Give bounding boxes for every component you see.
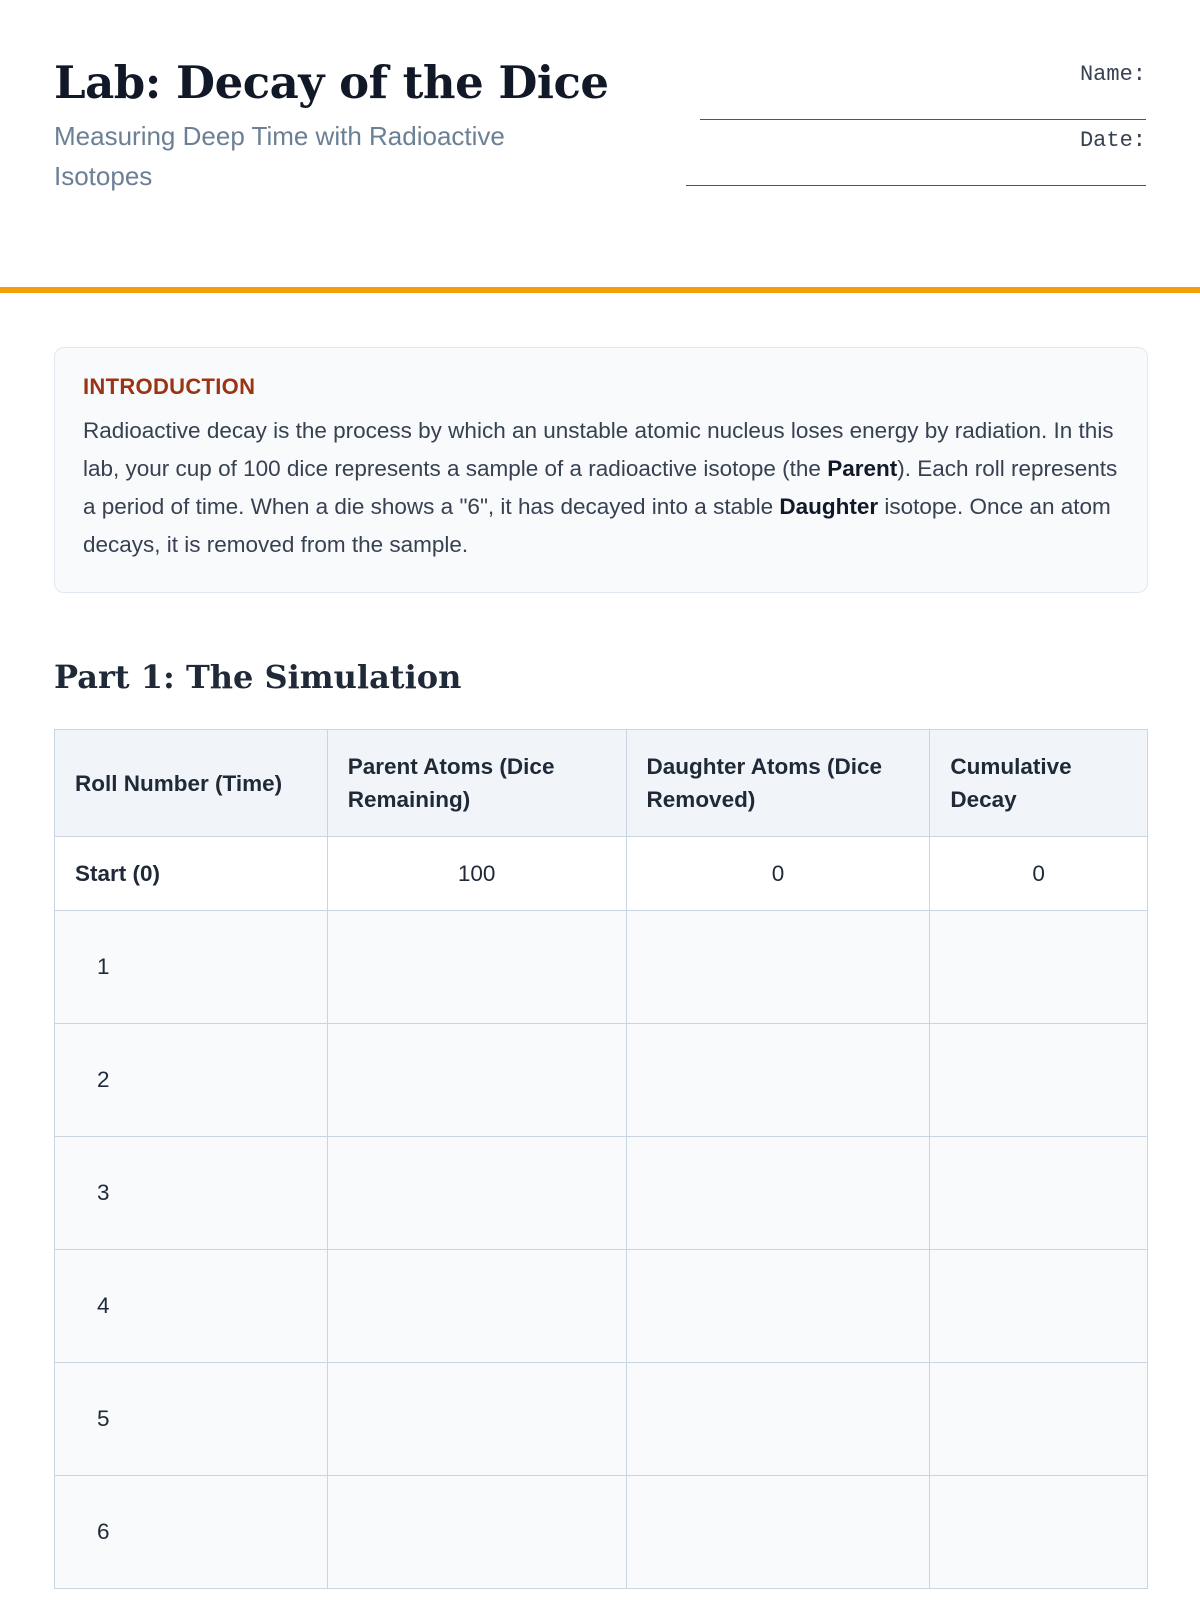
simulation-table (54, 729, 1148, 1589)
roll-number-cell: 2 (55, 1024, 328, 1137)
parent-term: Parent (827, 456, 898, 481)
worksheet-header (54, 0, 1146, 290)
roll-number-cell: Start (0) (55, 837, 328, 911)
table-header-row (55, 730, 1148, 837)
daughter-atoms-cell[interactable] (626, 911, 930, 1024)
column-header-daughter-atoms: Daughter Atoms (Dice Removed) (626, 730, 930, 837)
parent-atoms-cell[interactable] (327, 911, 626, 1024)
daughter-atoms-cell: 0 (626, 837, 930, 911)
cumulative-decay-cell[interactable] (930, 1250, 1148, 1363)
daughter-atoms-cell[interactable] (626, 1024, 930, 1137)
table-row (55, 1476, 1148, 1589)
table-row (55, 1250, 1148, 1363)
parent-atoms-cell[interactable] (327, 1476, 626, 1589)
column-header-cumulative-decay: Cumulative Decay (930, 730, 1148, 837)
date-field[interactable] (686, 185, 1146, 186)
cumulative-decay-cell[interactable] (930, 1137, 1148, 1250)
intro-text (83, 412, 1121, 564)
roll-number-cell: 3 (55, 1137, 328, 1250)
daughter-atoms-cell[interactable] (626, 1137, 930, 1250)
column-header-roll-number: Roll Number (Time) (55, 730, 328, 837)
cumulative-decay-cell[interactable] (930, 1476, 1148, 1589)
table-row (55, 1363, 1148, 1476)
roll-number-cell: 5 (55, 1363, 328, 1476)
introduction-box (54, 347, 1148, 593)
table-row (55, 1024, 1148, 1137)
daughter-term: Daughter (779, 494, 879, 519)
roll-number-cell: 6 (55, 1476, 328, 1589)
header-divider (0, 287, 1200, 293)
roll-number-cell: 4 (55, 1250, 328, 1363)
table-row (55, 837, 1148, 911)
parent-atoms-cell: 100 (327, 837, 626, 911)
parent-atoms-cell[interactable] (327, 1024, 626, 1137)
table-row (55, 911, 1148, 1024)
parent-atoms-cell[interactable] (327, 1250, 626, 1363)
name-field[interactable] (700, 119, 1146, 120)
section-title-part-1: Part 1: The Simulation (54, 658, 462, 696)
page-subtitle: Measuring Deep Time with Radioactive Isotopes (54, 121, 505, 191)
cumulative-decay-cell: 0 (930, 837, 1148, 911)
intro-text-part-2: ). Each roll represents a period of time. When a die shows a "6", it has decayed into a stable (83, 456, 1118, 519)
roll-number-cell: 1 (55, 911, 328, 1024)
date-label: Date: (1079, 128, 1146, 153)
cumulative-decay-cell[interactable] (930, 1363, 1148, 1476)
name-label: Name: (1079, 62, 1146, 87)
daughter-atoms-cell[interactable] (626, 1476, 930, 1589)
parent-atoms-cell[interactable] (327, 1137, 626, 1250)
daughter-atoms-cell[interactable] (626, 1363, 930, 1476)
cumulative-decay-cell[interactable] (930, 1024, 1148, 1137)
daughter-atoms-cell[interactable] (626, 1250, 930, 1363)
table-row (55, 1137, 1148, 1250)
parent-atoms-cell[interactable] (327, 1363, 626, 1476)
column-header-parent-atoms: Parent Atoms (Dice Remaining) (327, 730, 626, 837)
intro-heading: INTRODUCTION (83, 374, 256, 399)
cumulative-decay-cell[interactable] (930, 911, 1148, 1024)
page-title: Lab: Decay of the Dice (54, 56, 609, 109)
intro-text-part-1: Radioactive decay is the process by which an unstable atomic nucleus loses energy by radiation. In this lab, your cup of 100 dice represents a sample of a radioactive isotope (the (83, 418, 1114, 481)
intro-text-part-3: isotope. Once an atom decays, it is removed from the sample. (83, 494, 1111, 557)
